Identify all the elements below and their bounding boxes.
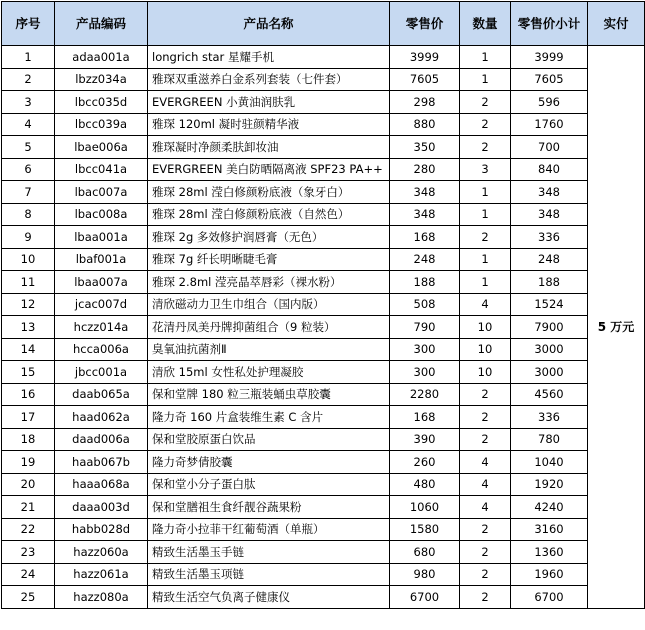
cell-qty: 10 — [460, 338, 511, 361]
cell-price: 790 — [390, 316, 460, 339]
cell-qty: 1 — [460, 68, 511, 91]
table-row — [2, 181, 645, 204]
cell-no: 5 — [2, 136, 55, 159]
cell-subtotal: 188 — [511, 271, 588, 294]
cell-code: hazz080a — [55, 586, 148, 609]
cell-no: 16 — [2, 383, 55, 406]
cell-name: 雅琛 2g 多效修护润唇膏（无色） — [148, 226, 390, 249]
cell-no: 9 — [2, 226, 55, 249]
table-row — [2, 91, 645, 114]
cell-name: longrich star 星耀手机 — [148, 46, 390, 69]
cell-code: daaa003d — [55, 496, 148, 519]
cell-subtotal: 348 — [511, 203, 588, 226]
table-row — [2, 586, 645, 609]
cell-qty: 10 — [460, 361, 511, 384]
cell-name: EVERGREEN 美白防晒隔离液 SPF23 PA++ — [148, 158, 390, 181]
cell-price: 3999 — [390, 46, 460, 69]
cell-price: 348 — [390, 181, 460, 204]
cell-name: 清欣磁动力卫生巾组合（国内版） — [148, 293, 390, 316]
cell-subtotal: 248 — [511, 248, 588, 271]
cell-code: adaa001a — [55, 46, 148, 69]
cell-subtotal: 1760 — [511, 113, 588, 136]
cell-subtotal: 336 — [511, 226, 588, 249]
cell-qty: 1 — [460, 271, 511, 294]
cell-code: lbaa007a — [55, 271, 148, 294]
order-table — [1, 1, 645, 609]
cell-no: 14 — [2, 338, 55, 361]
cell-subtotal: 596 — [511, 91, 588, 114]
cell-qty: 2 — [460, 518, 511, 541]
header-no: 序号 — [2, 2, 55, 46]
cell-code: lbcc041a — [55, 158, 148, 181]
cell-no: 4 — [2, 113, 55, 136]
cell-no: 1 — [2, 46, 55, 69]
cell-subtotal: 3999 — [511, 46, 588, 69]
cell-subtotal: 1960 — [511, 563, 588, 586]
table-row — [2, 226, 645, 249]
cell-code: lbcc035d — [55, 91, 148, 114]
cell-price: 1060 — [390, 496, 460, 519]
cell-qty: 2 — [460, 563, 511, 586]
cell-qty: 2 — [460, 136, 511, 159]
cell-no: 6 — [2, 158, 55, 181]
cell-subtotal: 3160 — [511, 518, 588, 541]
cell-price: 880 — [390, 113, 460, 136]
cell-qty: 4 — [460, 451, 511, 474]
cell-qty: 3 — [460, 158, 511, 181]
cell-name: 保和堂牌 180 粒三瓶装蛹虫草胶囊 — [148, 383, 390, 406]
cell-price: 2280 — [390, 383, 460, 406]
cell-name: 雅琛凝时净颜柔肤卸妆油 — [148, 136, 390, 159]
cell-no: 13 — [2, 316, 55, 339]
cell-qty: 1 — [460, 46, 511, 69]
cell-code: lbae006a — [55, 136, 148, 159]
cell-subtotal: 3000 — [511, 361, 588, 384]
cell-no: 17 — [2, 406, 55, 429]
cell-code: daad006a — [55, 428, 148, 451]
cell-code: hazz060a — [55, 541, 148, 564]
cell-code: lbaa001a — [55, 226, 148, 249]
cell-code: hazz061a — [55, 563, 148, 586]
header-code: 产品编码 — [55, 2, 148, 46]
cell-price: 6700 — [390, 586, 460, 609]
cell-subtotal: 4240 — [511, 496, 588, 519]
header-row — [2, 2, 645, 46]
table-row — [2, 496, 645, 519]
cell-subtotal: 1040 — [511, 451, 588, 474]
cell-name: 精致生活空气负离子健康仪 — [148, 586, 390, 609]
table-row — [2, 203, 645, 226]
cell-name: 保和堂小分子蛋白肽 — [148, 473, 390, 496]
cell-code: haad062a — [55, 406, 148, 429]
header-subtotal: 零售价小计 — [511, 2, 588, 46]
cell-no: 21 — [2, 496, 55, 519]
cell-qty: 4 — [460, 293, 511, 316]
cell-name: 清欣 15ml 女性私处护理凝胶 — [148, 361, 390, 384]
cell-price: 508 — [390, 293, 460, 316]
cell-price: 348 — [390, 203, 460, 226]
cell-name: 精致生活墨玉手链 — [148, 541, 390, 564]
cell-no: 2 — [2, 68, 55, 91]
cell-no: 15 — [2, 361, 55, 384]
cell-price: 260 — [390, 451, 460, 474]
cell-price: 350 — [390, 136, 460, 159]
cell-qty: 2 — [460, 113, 511, 136]
table-row — [2, 473, 645, 496]
cell-no: 7 — [2, 181, 55, 204]
cell-price: 7605 — [390, 68, 460, 91]
cell-price: 188 — [390, 271, 460, 294]
cell-code: hczz014a — [55, 316, 148, 339]
cell-no: 10 — [2, 248, 55, 271]
cell-no: 19 — [2, 451, 55, 474]
cell-name: 保和堂膳祖生食纤靓谷蔬果粉 — [148, 496, 390, 519]
cell-price: 248 — [390, 248, 460, 271]
cell-subtotal: 3000 — [511, 338, 588, 361]
cell-name: 雅琛 28ml 滢白修颜粉底液（象牙白） — [148, 181, 390, 204]
cell-name: 花清丹凤美丹牌抑菌组合（9 粒装） — [148, 316, 390, 339]
table-row — [2, 563, 645, 586]
cell-code: jbcc001a — [55, 361, 148, 384]
cell-code: lbcc039a — [55, 113, 148, 136]
table-row — [2, 451, 645, 474]
cell-price: 980 — [390, 563, 460, 586]
table-row — [2, 113, 645, 136]
cell-no: 22 — [2, 518, 55, 541]
cell-name: 隆力奇梦倩胶囊 — [148, 451, 390, 474]
cell-price: 168 — [390, 226, 460, 249]
cell-price: 680 — [390, 541, 460, 564]
cell-price: 1580 — [390, 518, 460, 541]
cell-subtotal: 780 — [511, 428, 588, 451]
cell-subtotal: 700 — [511, 136, 588, 159]
cell-price: 300 — [390, 338, 460, 361]
cell-no: 23 — [2, 541, 55, 564]
cell-qty: 10 — [460, 316, 511, 339]
cell-price: 298 — [390, 91, 460, 114]
cell-code: jcac007d — [55, 293, 148, 316]
cell-code: lbac008a — [55, 203, 148, 226]
cell-subtotal: 1524 — [511, 293, 588, 316]
cell-code: haaa068a — [55, 473, 148, 496]
cell-no: 8 — [2, 203, 55, 226]
header-name: 产品名称 — [148, 2, 390, 46]
cell-subtotal: 1360 — [511, 541, 588, 564]
cell-subtotal: 4560 — [511, 383, 588, 406]
cell-subtotal: 7605 — [511, 68, 588, 91]
cell-code: habb028d — [55, 518, 148, 541]
cell-qty: 1 — [460, 203, 511, 226]
cell-name: 隆力奇小拉菲干红葡萄酒（单瓶） — [148, 518, 390, 541]
cell-name: 雅琛双重滋养白金系列套装（七件套） — [148, 68, 390, 91]
cell-qty: 2 — [460, 586, 511, 609]
cell-subtotal: 1920 — [511, 473, 588, 496]
cell-price: 300 — [390, 361, 460, 384]
cell-subtotal: 840 — [511, 158, 588, 181]
cell-name: 保和堂胶原蛋白饮品 — [148, 428, 390, 451]
cell-no: 11 — [2, 271, 55, 294]
cell-subtotal: 348 — [511, 181, 588, 204]
cell-code: hcca006a — [55, 338, 148, 361]
cell-price: 280 — [390, 158, 460, 181]
cell-code: lbaf001a — [55, 248, 148, 271]
cell-price: 480 — [390, 473, 460, 496]
cell-no: 25 — [2, 586, 55, 609]
cell-name: 臭氧油抗菌剂Ⅱ — [148, 338, 390, 361]
cell-qty: 2 — [460, 428, 511, 451]
cell-name: 雅琛 2.8ml 滢亮晶萃唇彩（裸水粉） — [148, 271, 390, 294]
cell-price: 168 — [390, 406, 460, 429]
table-row — [2, 271, 645, 294]
table-row — [2, 293, 645, 316]
cell-name: 隆力奇 160 片盒装维生素 C 含片 — [148, 406, 390, 429]
cell-qty: 2 — [460, 383, 511, 406]
cell-price: 390 — [390, 428, 460, 451]
table-row — [2, 406, 645, 429]
table-row — [2, 46, 645, 69]
cell-subtotal: 7900 — [511, 316, 588, 339]
table-row — [2, 68, 645, 91]
cell-name: 雅琛 28ml 滢白修颜粉底液（自然色） — [148, 203, 390, 226]
header-qty: 数量 — [460, 2, 511, 46]
cell-name: 雅琛 120ml 凝时驻颜精华液 — [148, 113, 390, 136]
cell-qty: 2 — [460, 541, 511, 564]
cell-qty: 1 — [460, 248, 511, 271]
cell-name: 雅琛 7g 纤长明晰睫毛膏 — [148, 248, 390, 271]
cell-qty: 2 — [460, 226, 511, 249]
cell-no: 12 — [2, 293, 55, 316]
cell-no: 20 — [2, 473, 55, 496]
table-row — [2, 428, 645, 451]
cell-qty: 4 — [460, 473, 511, 496]
cell-name: 精致生活墨玉项链 — [148, 563, 390, 586]
cell-code: lbac007a — [55, 181, 148, 204]
header-paid: 实付 — [588, 2, 645, 46]
cell-code: lbzz034a — [55, 68, 148, 91]
cell-qty: 2 — [460, 91, 511, 114]
table-row — [2, 338, 645, 361]
cell-no: 3 — [2, 91, 55, 114]
table-row — [2, 316, 645, 339]
table-row — [2, 361, 645, 384]
cell-qty: 2 — [460, 406, 511, 429]
cell-no: 24 — [2, 563, 55, 586]
table-row — [2, 383, 645, 406]
table-row — [2, 541, 645, 564]
table-row — [2, 248, 645, 271]
cell-name: EVERGREEN 小黄油润肤乳 — [148, 91, 390, 114]
paid-total: 5 万元 — [588, 46, 645, 609]
cell-no: 18 — [2, 428, 55, 451]
table-row — [2, 136, 645, 159]
table-row — [2, 158, 645, 181]
cell-subtotal: 336 — [511, 406, 588, 429]
cell-code: haab067b — [55, 451, 148, 474]
header-price: 零售价 — [390, 2, 460, 46]
cell-qty: 4 — [460, 496, 511, 519]
cell-subtotal: 6700 — [511, 586, 588, 609]
cell-qty: 1 — [460, 181, 511, 204]
table-row — [2, 518, 645, 541]
cell-code: daab065a — [55, 383, 148, 406]
